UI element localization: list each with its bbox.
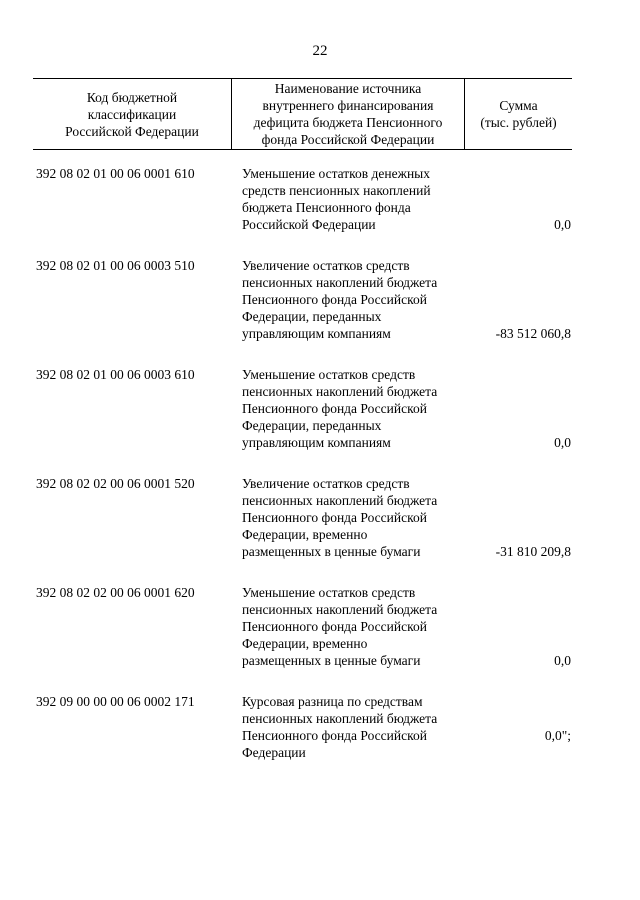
row-code: 392 08 02 02 00 06 0001 520: [36, 476, 195, 491]
table-row: [0, 165, 640, 233]
row-code: 392 08 02 01 00 06 0001 610: [36, 166, 195, 181]
row-amount: 0,0";: [544, 728, 571, 743]
row-code: 392 08 02 01 00 06 0003 510: [36, 258, 195, 273]
table-row: [0, 693, 640, 761]
table-row: [0, 475, 640, 560]
row-name: Уменьшение остатков денежных средств пенсионных накоплений бюджета Пенсионного фонда Российской Федерации: [242, 166, 431, 232]
table-body: [0, 165, 640, 761]
table-header: [33, 78, 572, 150]
row-amount: -31 810 209,8: [495, 544, 571, 559]
header-name-column: Наименование источника внутреннего финансирования дефицита бюджета Пенсионного фонда Российской Федерации: [231, 79, 465, 149]
row-amount: 0,0: [554, 435, 571, 450]
table-row: [0, 257, 640, 342]
page-number: 22: [312, 43, 328, 59]
header-sum-column: Сумма (тыс. рублей): [480, 98, 557, 130]
row-amount: -83 512 060,8: [495, 326, 571, 341]
row-amount: 0,0: [554, 217, 571, 232]
row-code: 392 09 00 00 00 06 0002 171: [36, 694, 195, 709]
row-name: Увеличение остатков средств пенсионных накоплений бюджета Пенсионного фонда Российской Федерации, временно размещенных в ценные бумаги: [242, 476, 438, 559]
row-name: Уменьшение остатков средств пенсионных накоплений бюджета Пенсионного фонда Российской Федерации, временно размещенных в ценные бумаги: [242, 585, 438, 668]
row-name: Курсовая разница по средствам пенсионных накоплений бюджета Пенсионного фонда Российской Федерации: [242, 694, 438, 760]
table-row: [0, 366, 640, 451]
row-code: 392 08 02 01 00 06 0003 610: [36, 367, 195, 382]
header-code-column: Код бюджетной классификации Российской Федерации: [65, 89, 199, 139]
row-name: Уменьшение остатков средств пенсионных накоплений бюджета Пенсионного фонда Российской Федерации, переданных управляющим компаниям: [242, 367, 438, 450]
row-amount: 0,0: [554, 653, 571, 668]
table-row: [0, 584, 640, 669]
row-code: 392 08 02 02 00 06 0001 620: [36, 585, 195, 600]
row-name: Увеличение остатков средств пенсионных накоплений бюджета Пенсионного фонда Российской Федерации, переданных управляющим компаниям: [242, 258, 438, 341]
